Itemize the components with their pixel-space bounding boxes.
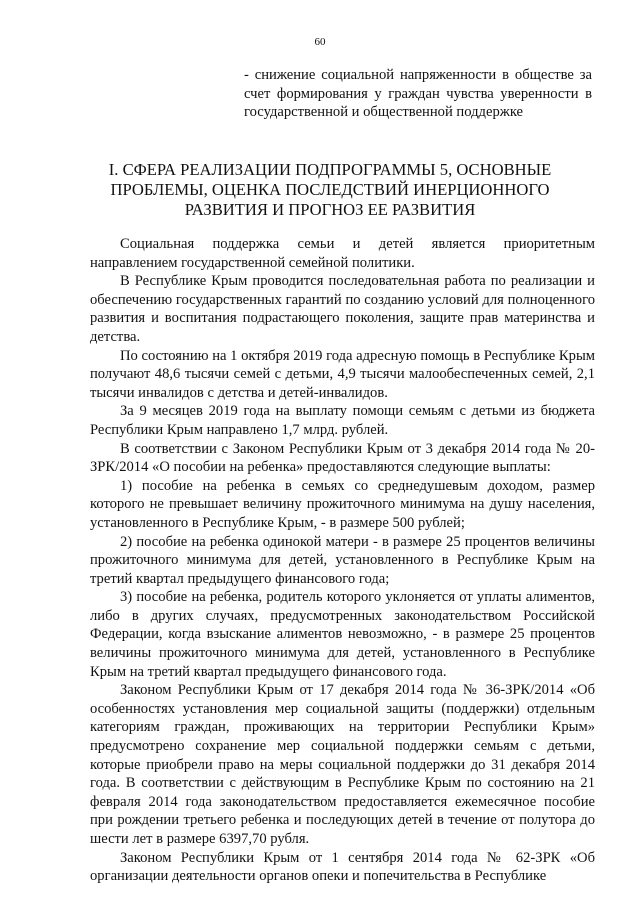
intro-list-item: - снижение социальной напряженности в обществе за счет формирования у граждан чувства уверенности в государственной и общественной поддержке	[244, 67, 592, 120]
list-item-paragraph: 1) пособие на ребенка в семьях со среднедушевым доходом, размер которого не превышает величину прожиточного минимума на душу населения, установленного в Республике Крым, - в размере 500 рублей;	[90, 477, 595, 531]
list-item-paragraph: 2) пособие на ребенка одинокой матери - в размере 25 процентов величины прожиточного минимума для детей, установленного в Республике Крым на третий квартал предыдущего финансового года;	[90, 533, 595, 587]
list-item-paragraph: 3) пособие на ребенка, родитель которого уклоняется от уплаты алиментов, либо в других случаях, предусмотренных законодательством Российской Федерации, когда взыскание алиментов невозможно, - в размере 25 процентов величины прожиточного минимума для детей, установленного в Республике Крым на третий квартал предыдущего финансового года.	[90, 589, 595, 680]
page-number: 60	[314, 36, 326, 48]
paragraph: Законом Республики Крым от 1 сентября 2014 года № 62-ЗРК «Об организации деятельности органов опеки и попечительства в Республике	[90, 849, 595, 885]
paragraph: По состоянию на 1 октября 2019 года адресную помощь в Республике Крым получают 48,6 тысячи семей с детьми, 4,9 тысячи малообеспеченных семей, 2,1 тысячи инвалидов с детства и детей-инвалидов.	[90, 347, 595, 401]
paragraph: Социальная поддержка семьи и детей является приоритетным направлением государственной семейной политики.	[90, 236, 595, 271]
paragraph: В Республике Крым проводится последовательная работа по реализации и обеспечению государственных гарантий по созданию условий для полноценного развития и воспитания подрастающего поколения, защите прав материнства и детства.	[90, 273, 595, 345]
section-title: I. СФЕРА РЕАЛИЗАЦИИ ПОДПРОГРАММЫ 5, ОСНОВНЫЕ ПРОБЛЕМЫ, ОЦЕНКА ПОСЛЕДСТВИЙ ИНЕРЦИОННОГО РАЗВИТИЯ И ПРОГНОЗ ЕЕ РАЗВИТИЯ	[108, 160, 552, 219]
paragraph: За 9 месяцев 2019 года на выплату помощи семьям с детьми из бюджета Республики Крым направлено 1,7 млрд. рублей.	[90, 403, 595, 438]
paragraph: Законом Республики Крым от 17 декабря 2014 года № 36-ЗРК/2014 «Об особенностях установления мер социальной защиты (поддержки) отдельным категориям граждан, проживающих на территории Республики Крым» предусмотрено сохранение мер социальной поддержки семьям с детьми, которые приобрели право на меры социальной поддержки до 31 декабря 2014 года. В соответствии с действующим в Республике Крым по состоянию на 21 февраля 2014 года законодательством предоставляется ежемесячное пособие при рождении третьего ребенка и последующих детей в течение от полутора до шести лет в размере 6397,70 рубля.	[90, 682, 595, 847]
body-text	[90, 235, 595, 886]
paragraph: В соответствии с Законом Республики Крым от 3 декабря 2014 года № 20-ЗРК/2014 «О пособии на ребенка» предоставляются следующие выплаты:	[90, 440, 595, 476]
